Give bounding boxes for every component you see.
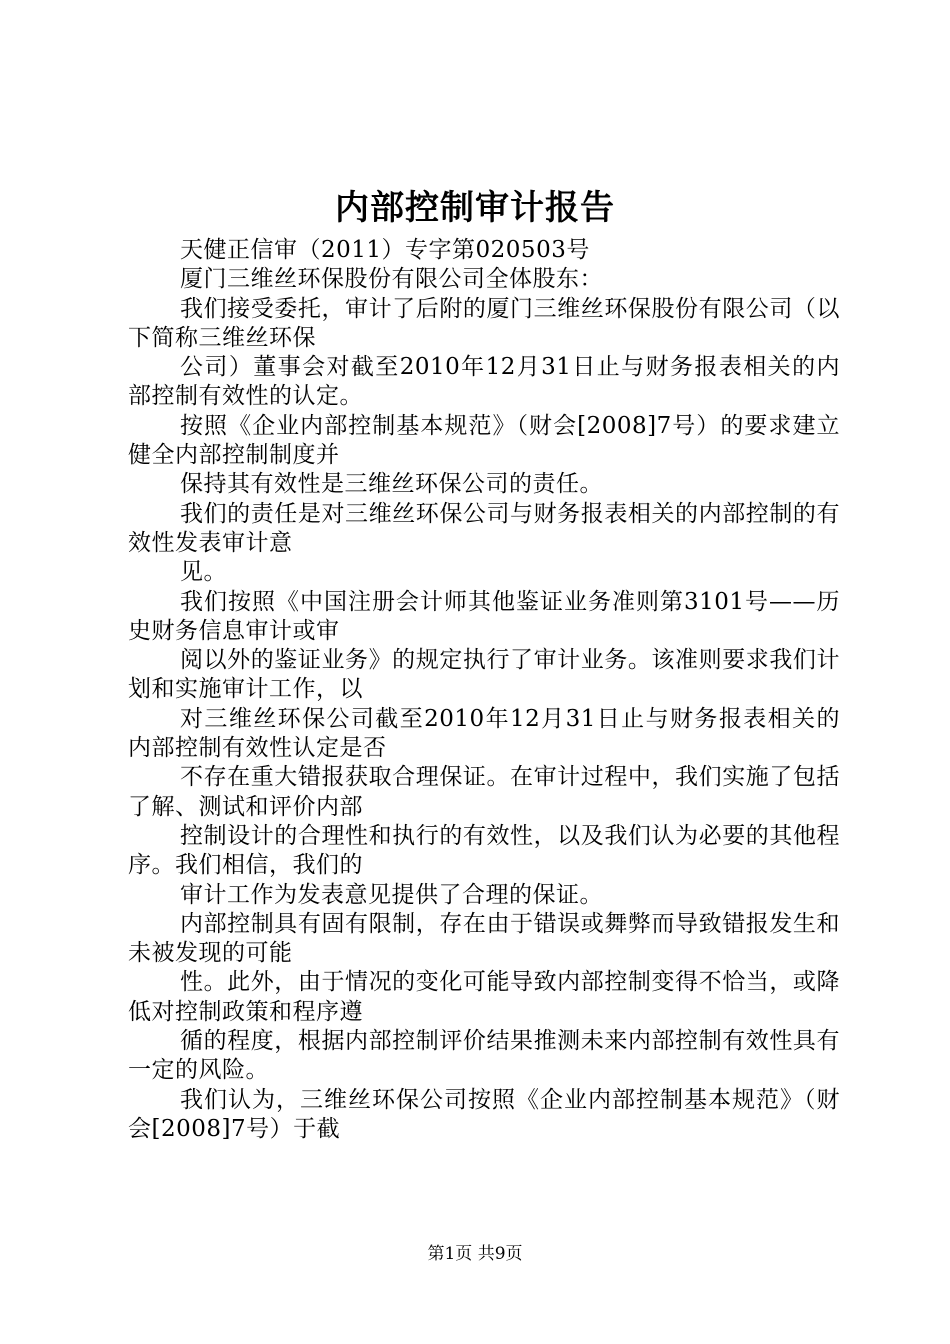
page-footer: 第1页 共9页 — [427, 1244, 523, 1264]
paragraph: 我们认为，三维丝环保公司按照《企业内部控制基本规范》（财会[2008]7号）于截 — [128, 1086, 840, 1142]
paragraph: 审计工作为发表意见提供了合理的保证。 — [180, 881, 603, 908]
document-title: 内部控制审计报告 — [335, 188, 615, 228]
paragraph: 阅以外的鉴证业务》的规定执行了审计业务。该准则要求我们计划和实施审计工作，以 — [128, 647, 840, 703]
paragraph: 公司）董事会对截至2010年12月31日止与财务报表相关的内部控制有效性的认定。 — [128, 354, 840, 410]
addressee: 厦门三维丝环保股份有限公司全体股东： — [180, 266, 603, 293]
report-number: 天健正信审（2011）专字第020503号 — [180, 237, 590, 263]
paragraph: 我们接受委托，审计了后附的厦门三维丝环保股份有限公司（以下简称三维丝环保 — [128, 295, 840, 351]
paragraph: 循的程度，根据内部控制评价结果推测未来内部控制有效性具有一定的风险。 — [128, 1028, 840, 1084]
paragraph: 见。 — [180, 559, 227, 586]
paragraph: 不存在重大错报获取合理保证。在审计过程中，我们实施了包括了解、测试和评价内部 — [128, 764, 840, 820]
paragraph: 内部控制具有固有限制，存在由于错误或舞弊而导致错报发生和未被发现的可能 — [128, 910, 840, 967]
document-body — [128, 236, 840, 1144]
paragraph: 控制设计的合理性和执行的有效性，以及我们认为必要的其他程序。我们相信，我们的 — [128, 822, 840, 879]
paragraph: 性。此外，由于情况的变化可能导致内部控制变得不恰当，或降低对控制政策和程序遵 — [128, 969, 840, 1025]
paragraph: 我们按照《中国注册会计师其他鉴证业务准则第3101号——历史财务信息审计或审 — [128, 588, 840, 644]
paragraph: 我们的责任是对三维丝环保公司与财务报表相关的内部控制的有效性发表审计意 — [128, 500, 840, 556]
paragraph: 对三维丝环保公司截至2010年12月31日止与财务报表相关的内部控制有效性认定是否 — [128, 705, 840, 762]
paragraph: 保持其有效性是三维丝环保公司的责任。 — [180, 471, 603, 498]
paragraph: 按照《企业内部控制基本规范》（财会[2008]7号）的要求建立健全内部控制制度并 — [128, 412, 840, 469]
